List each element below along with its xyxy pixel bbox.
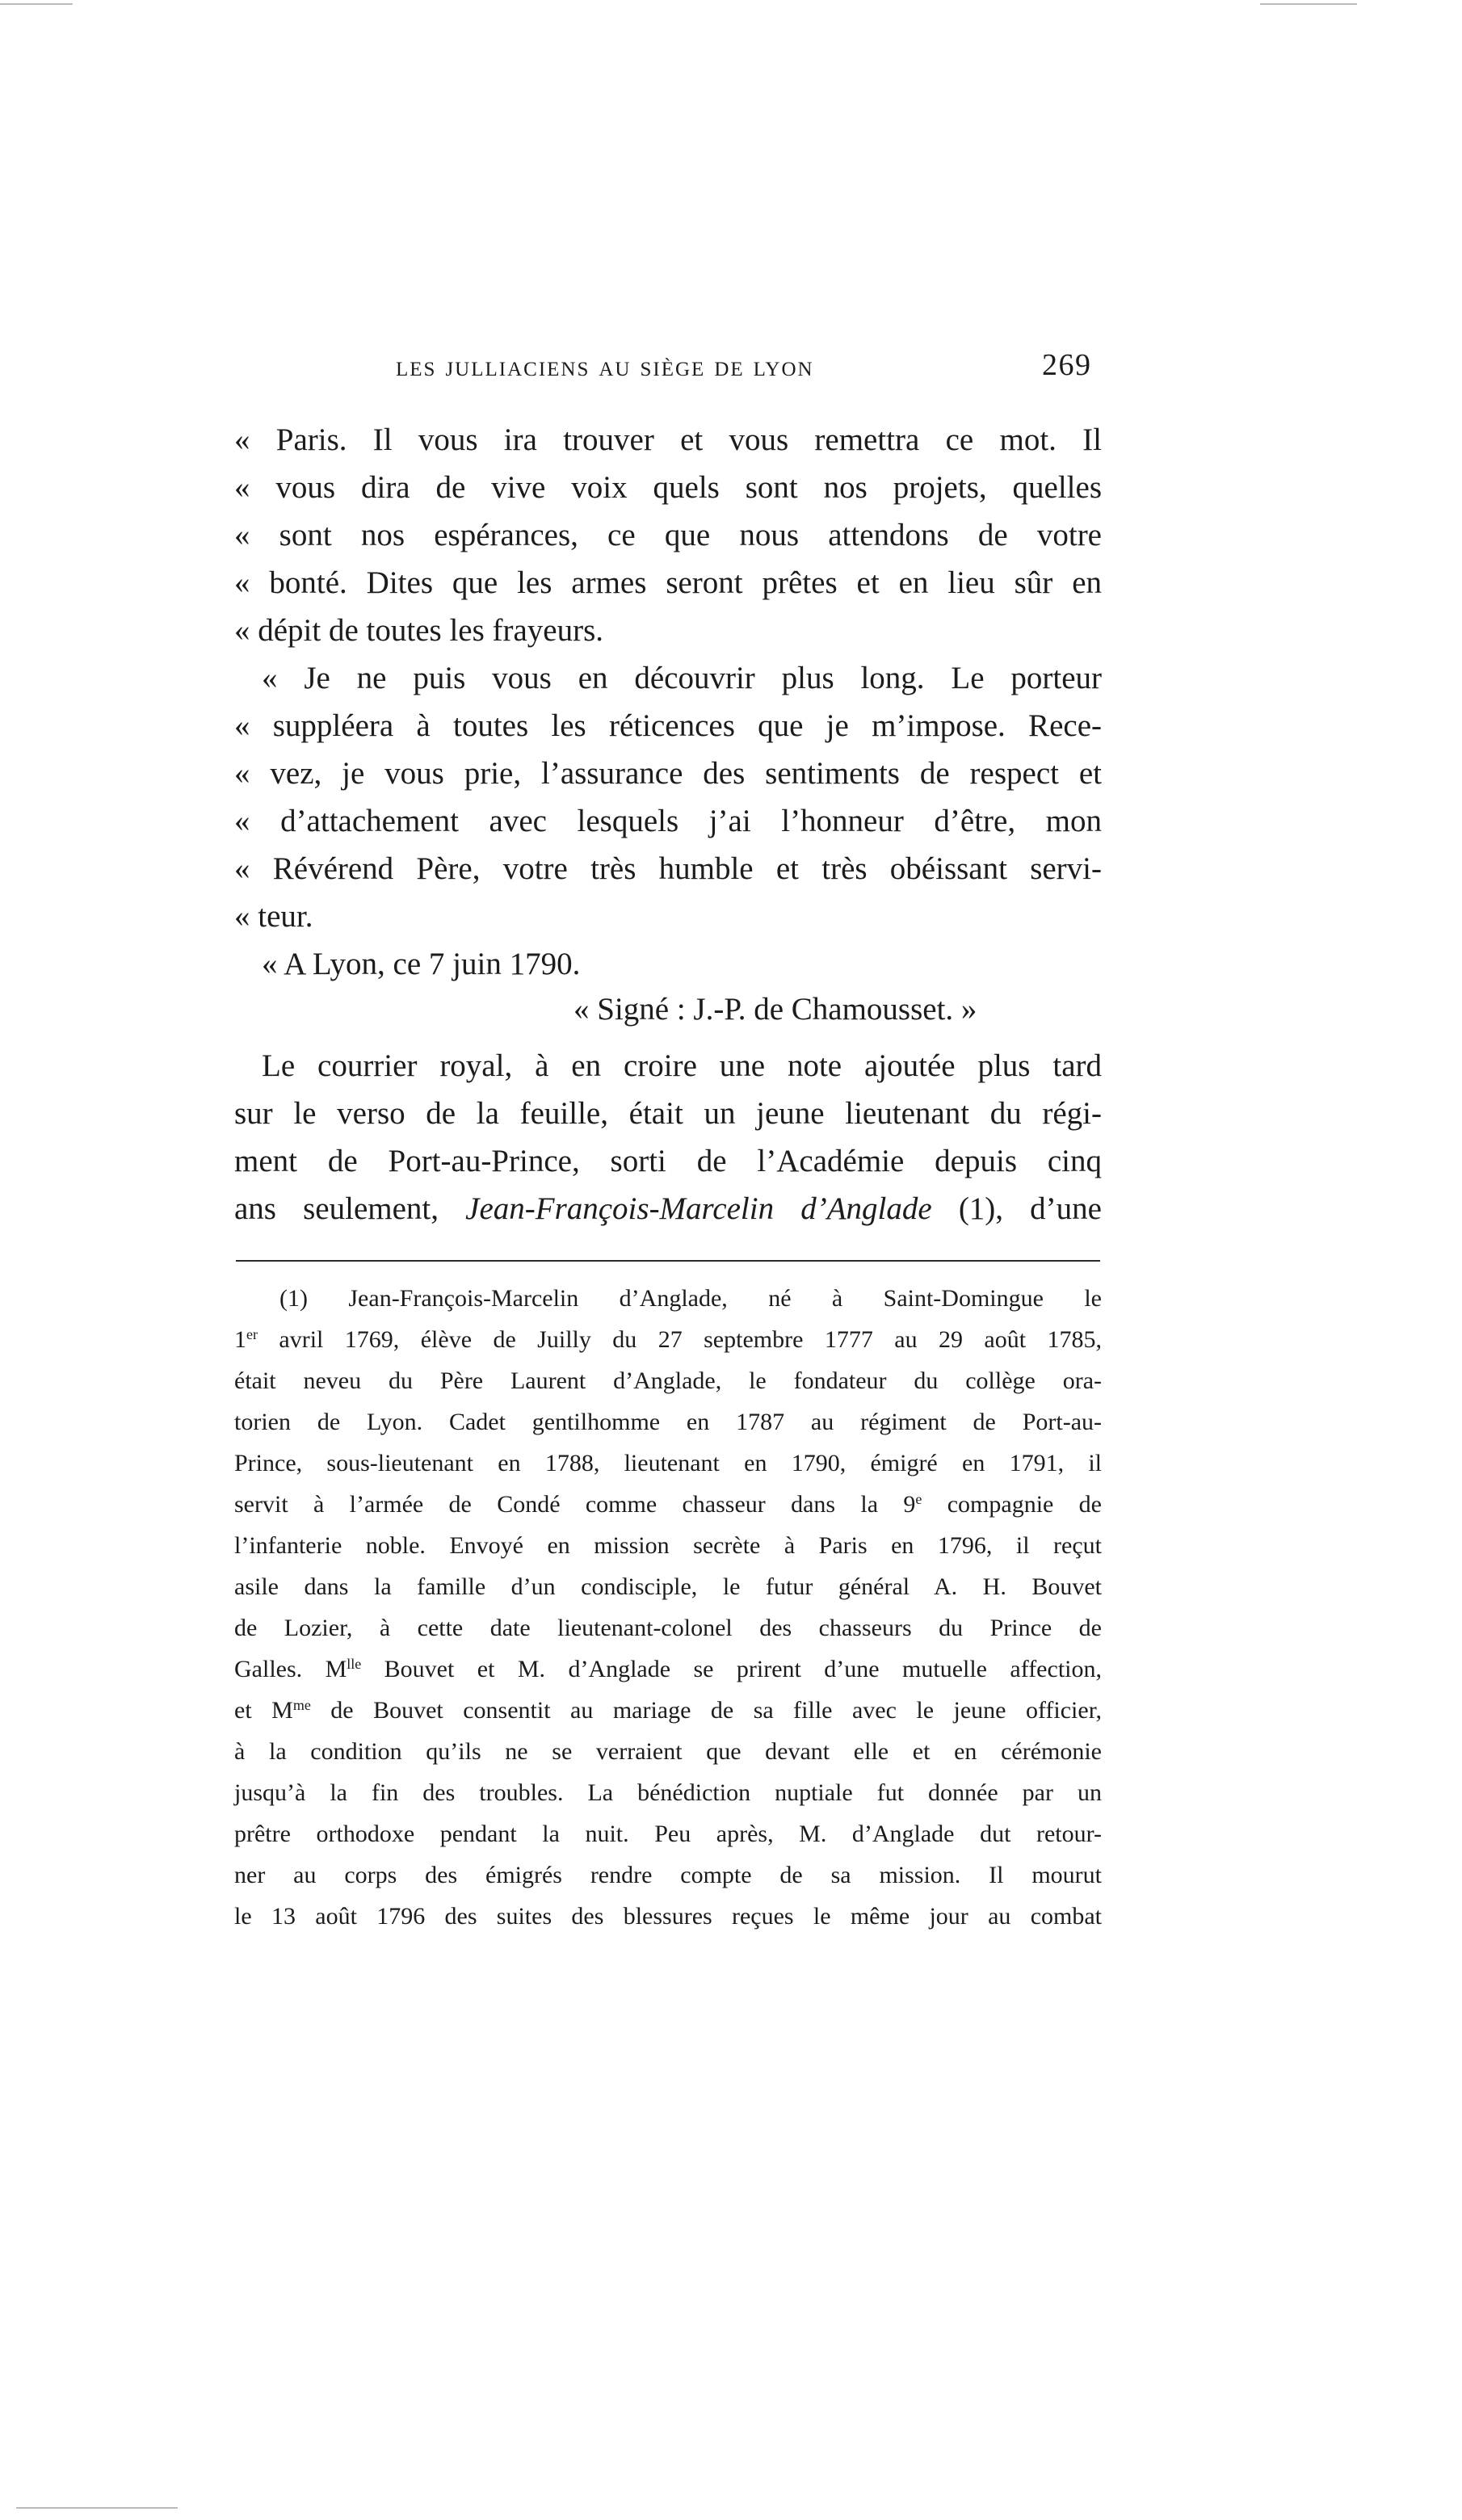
text-segment: et M [234, 1697, 293, 1724]
signature-line: « Signé : J.-P. de Chamousset. » [573, 992, 977, 1027]
text-segment: compagnie de [922, 1491, 1102, 1518]
footnote-line [234, 1690, 1102, 1731]
text-line: « Révérend Père, votre très humble et très obéissant servi- [234, 851, 1102, 886]
superscript: e [915, 1491, 922, 1507]
footnote-reference: (1), d’une [931, 1191, 1102, 1226]
text-line [234, 1185, 1102, 1233]
footnote-line: Prince, sous-lieutenant en 1788, lieutenant en 1790, émigré en 1791, il [234, 1450, 1102, 1476]
footnote-line: asile dans la famille d’un condisciple, le futur général A. H. Bouvet [234, 1573, 1102, 1600]
text-segment: avril 1769, élève de Juilly du 27 septembre 1777 au 29 août 1785, [257, 1326, 1102, 1353]
text-line: « vous dira de vive voix quels sont nos projets, quelles [234, 470, 1102, 505]
text-segment: Galles. M [234, 1656, 347, 1682]
scan-artifact [16, 2507, 178, 2509]
text-line: Le courrier royal, à en croire une note ajoutée plus tard [262, 1048, 1102, 1083]
text-line: « Paris. Il vous ira trouver et vous remettra ce mot. Il [234, 422, 1102, 457]
italic-name: Jean-François-Marcelin d’Anglade [465, 1191, 932, 1226]
text-line: sur le verso de la feuille, était un jeune lieutenant du régi- [234, 1096, 1102, 1131]
footnote-line: prêtre orthodoxe pendant la nuit. Peu après, M. d’Anglade dut retour- [234, 1821, 1102, 1847]
text-line: « d’attachement avec lesquels j’ai l’honneur d’être, mon [234, 804, 1102, 838]
text-segment: ans seulement, [234, 1191, 466, 1226]
text-line: « dépit de toutes les frayeurs. [234, 613, 604, 648]
footnote-line: le 13 août 1796 des suites des blessures reçues le même jour au combat [234, 1903, 1102, 1930]
footnote-line: torien de Lyon. Cadet gentilhomme en 1787 au régiment de Port-au- [234, 1409, 1102, 1435]
footnote-line: à la condition qu’ils ne se verraient que devant elle et en cérémonie [234, 1738, 1102, 1765]
running-header-title: les julliaciens au siège de lyon [396, 350, 814, 382]
dateline: « A Lyon, ce 7 juin 1790. [262, 947, 581, 981]
footnote-line: jusqu’à la fin des troubles. La bénédiction nuptiale fut donnée par un [234, 1779, 1102, 1806]
footnote-line: l’infanterie noble. Envoyé en mission secrète à Paris en 1796, il reçut [234, 1532, 1102, 1559]
footnote-divider [236, 1260, 1100, 1262]
footnote-line: était neveu du Père Laurent d’Anglade, le fondateur du collège ora- [234, 1367, 1102, 1394]
superscript: er [246, 1326, 258, 1342]
footnote-line [234, 1319, 1102, 1360]
text-line: « sont nos espérances, ce que nous attendons de votre [234, 518, 1102, 552]
text-segment: 1 [234, 1326, 246, 1353]
text-line: « teur. [234, 899, 313, 934]
scan-artifact [1260, 3, 1357, 5]
superscript: me [292, 1697, 311, 1713]
footnote-line: de Lozier, à cette date lieutenant-colonel des chasseurs du Prince de [234, 1615, 1102, 1641]
scan-artifact [0, 3, 73, 5]
text-segment: Bouvet et M. d’Anglade se prirent d’une mutuelle affection, [361, 1656, 1102, 1682]
text-line: « bonté. Dites que les armes seront prêtes et en lieu sûr en [234, 565, 1102, 600]
footnote-line: ner au corps des émigrés rendre compte de sa mission. Il mourut [234, 1862, 1102, 1888]
text-line: « vez, je vous prie, l’assurance des sentiments de respect et [234, 756, 1102, 791]
text-segment: de Bouvet consentit au mariage de sa fille avec le jeune officier, [310, 1697, 1102, 1724]
text-line: « Je ne puis vous en découvrir plus long. Le porteur [262, 661, 1102, 695]
footnote-line [234, 1648, 1102, 1690]
text-line: « suppléera à toutes les réticences que je m’impose. Rece- [234, 708, 1102, 743]
footnote-line [234, 1484, 1102, 1525]
text-line: ment de Port-au-Prince, sorti de l’Académie depuis cinq [234, 1144, 1102, 1178]
text-segment: servit à l’armée de Condé comme chasseur dans la 9 [234, 1491, 916, 1518]
footnote-line: (1) Jean-François-Marcelin d’Anglade, né à Saint-Domingue le [279, 1285, 1102, 1312]
superscript: lle [347, 1656, 362, 1672]
page-number: 269 [1042, 348, 1092, 382]
